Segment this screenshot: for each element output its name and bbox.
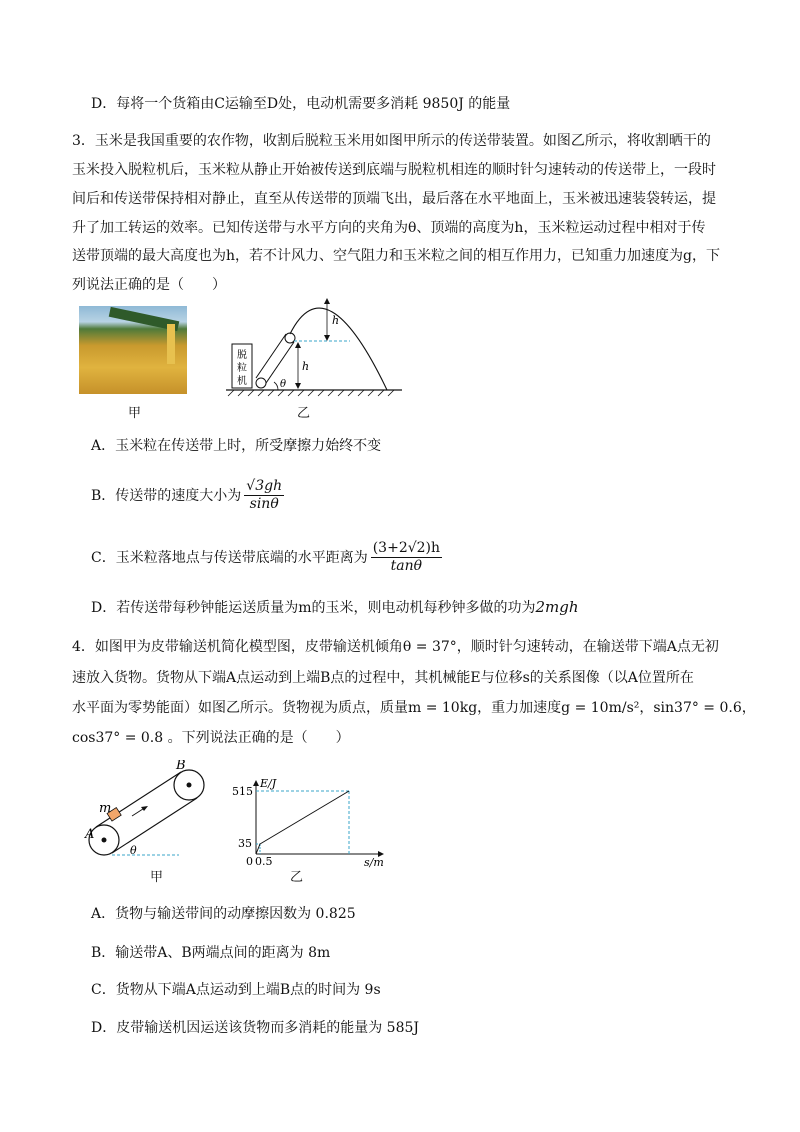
thresher-label-1: 脱 xyxy=(237,350,247,361)
q4-figure-jia-diagram xyxy=(84,760,214,865)
belt-top-side xyxy=(96,772,181,827)
graph-xlabel: s/m xyxy=(364,856,384,868)
q3-option-c-numerator: (3+2√2)h xyxy=(372,540,441,556)
q3-stem-line-3: 间后和传送带保持相对静止，直至从传送带的顶端飞出，最后落在水平地面上，玉米被迅速装袋转运，提 xyxy=(72,191,716,207)
upper-h-arrowhead-top xyxy=(324,298,330,304)
q3-stem-line-1: 3．玉米是我国重要的农作物，收割后脱粒玉米用如图甲所示的传送带装置。如图乙所示，将收割晒干的 xyxy=(72,133,711,149)
q3-stem-line-5: 送带顶端的最大高度也为h，若不计风力、空气阻力和玉米粒之间的相互作用力，已知重力加速度为g，下 xyxy=(72,248,720,264)
q3-option-b-numerator: √3gh xyxy=(246,478,283,494)
q4-stem-line-1: 4．如图甲为皮带输送机简化模型图，皮带输送机倾角θ = 37°，顺时针匀速转动，在输送带下端A点无初 xyxy=(72,639,719,655)
bottom-pulley xyxy=(256,378,266,388)
q3-stem-line-4: 升了加工转运的效率。已知传送带与水平方向的夹角为θ、顶端的高度为h，玉米粒运动过程中相对于传 xyxy=(72,220,706,236)
q3-option-c-fraction xyxy=(371,540,442,575)
q4-stem-line-4: cos37° = 0.8 。下列说法正确的是（ ） xyxy=(72,730,350,746)
q4-option-d: D．皮带输送机因运送该货物而多消耗的能量为 585J xyxy=(91,1020,420,1036)
q3-figure-jia-caption: 甲 xyxy=(128,406,142,421)
q4-option-b: B．输送带A、B两端点间的距离为 8m xyxy=(91,945,331,961)
q3-option-b-text: B．传送带的速度大小为 xyxy=(91,487,242,504)
q3-option-d xyxy=(91,597,579,618)
graph-y-low-label: 35 xyxy=(238,837,252,850)
q3-stem-line-6: 列说法正确的是（ ） xyxy=(72,277,226,293)
thresher-label-2: 粒 xyxy=(237,363,247,374)
q3-option-b xyxy=(91,478,287,513)
q4-option-c: C．货物从下端A点运动到上端B点的时间为 9s xyxy=(91,982,381,998)
q4-theta-label: θ xyxy=(130,844,137,857)
belt-upper xyxy=(256,334,286,378)
q4-label-b: B xyxy=(176,760,186,773)
lower-h-arrowhead-top xyxy=(295,342,301,348)
upper-h-arrowhead-bottom xyxy=(324,335,330,341)
graph-x-tick-label: 0.5 xyxy=(255,855,273,868)
top-pulley xyxy=(285,333,295,343)
lower-h-label: h xyxy=(302,360,310,373)
q4-figure-yi-graph xyxy=(232,778,392,868)
pulley-b-axle xyxy=(187,783,192,788)
q3-option-b-fraction xyxy=(244,478,284,513)
q3-figure-yi-diagram xyxy=(222,292,407,400)
belt-lower xyxy=(264,342,294,386)
q3-figure-jia-photo xyxy=(79,306,187,394)
q4-stem-line-2: 速放入货物。货物从下端A点运动到上端B点的过程中，其机械能E与位移s的关系图像（以A位置所在 xyxy=(72,670,694,686)
graph-origin-label: 0 xyxy=(246,855,253,868)
q3-option-c-text: C．玉米粒落地点与传送带底端的水平距离为 xyxy=(91,549,368,566)
q4-figure-jia-caption: 甲 xyxy=(150,870,164,885)
motion-arrowhead xyxy=(141,806,148,811)
q4-label-m: m xyxy=(99,801,112,816)
q3-option-d-text: D．若传送带每秒钟能运送质量为m的玉米，则电动机每秒钟多做的功为 xyxy=(91,600,536,616)
q4-stem-line-3: 水平面为零势能面）如图乙所示。货物视为质点，质量m = 10kg，重力加速度g = 10m/s²，sin37° = 0.6， xyxy=(72,700,756,716)
q4-label-a: A xyxy=(85,827,95,842)
ground-hatch xyxy=(228,390,394,396)
q2-option-d: D．每将一个货箱由C运输至D处，电动机需要多消耗 9850J 的能量 xyxy=(91,96,511,112)
q4-option-a: A．货物与输送带间的动摩擦因数为 0.825 xyxy=(91,906,356,922)
thresher-label-3: 机 xyxy=(237,376,247,387)
q3-option-c-denominator: tanθ xyxy=(390,558,423,574)
q3-figure-yi-caption: 乙 xyxy=(297,406,311,421)
q4-figure-yi-caption: 乙 xyxy=(290,870,304,885)
q3-theta-label: θ xyxy=(280,379,287,390)
graph-y-top-label: 515 xyxy=(232,785,253,798)
lower-h-arrowhead-bottom xyxy=(295,383,301,389)
graph-ylabel: E/J xyxy=(260,778,277,790)
angle-arc xyxy=(274,382,278,390)
q3-option-a: A．玉米粒在传送带上时，所受摩擦力始终不变 xyxy=(91,438,382,454)
graph-y-arrowhead xyxy=(253,780,259,786)
pulley-a-axle xyxy=(102,838,107,843)
q3-option-c xyxy=(91,540,445,575)
q3-option-d-value: 2mgh xyxy=(535,598,579,616)
corn-stream xyxy=(167,324,175,364)
q3-stem-line-2: 玉米投入脱粒机后，玉米粒从静止开始被传送到底端与脱粒机相连的顺时针匀速转动的传送带上，一段时 xyxy=(72,162,716,178)
graph-segment-2 xyxy=(260,791,349,844)
graph-segment-1 xyxy=(256,844,260,854)
belt-bottom-side xyxy=(112,798,197,853)
upper-h-label: h xyxy=(332,314,340,327)
q3-option-b-denominator: sinθ xyxy=(249,496,279,512)
